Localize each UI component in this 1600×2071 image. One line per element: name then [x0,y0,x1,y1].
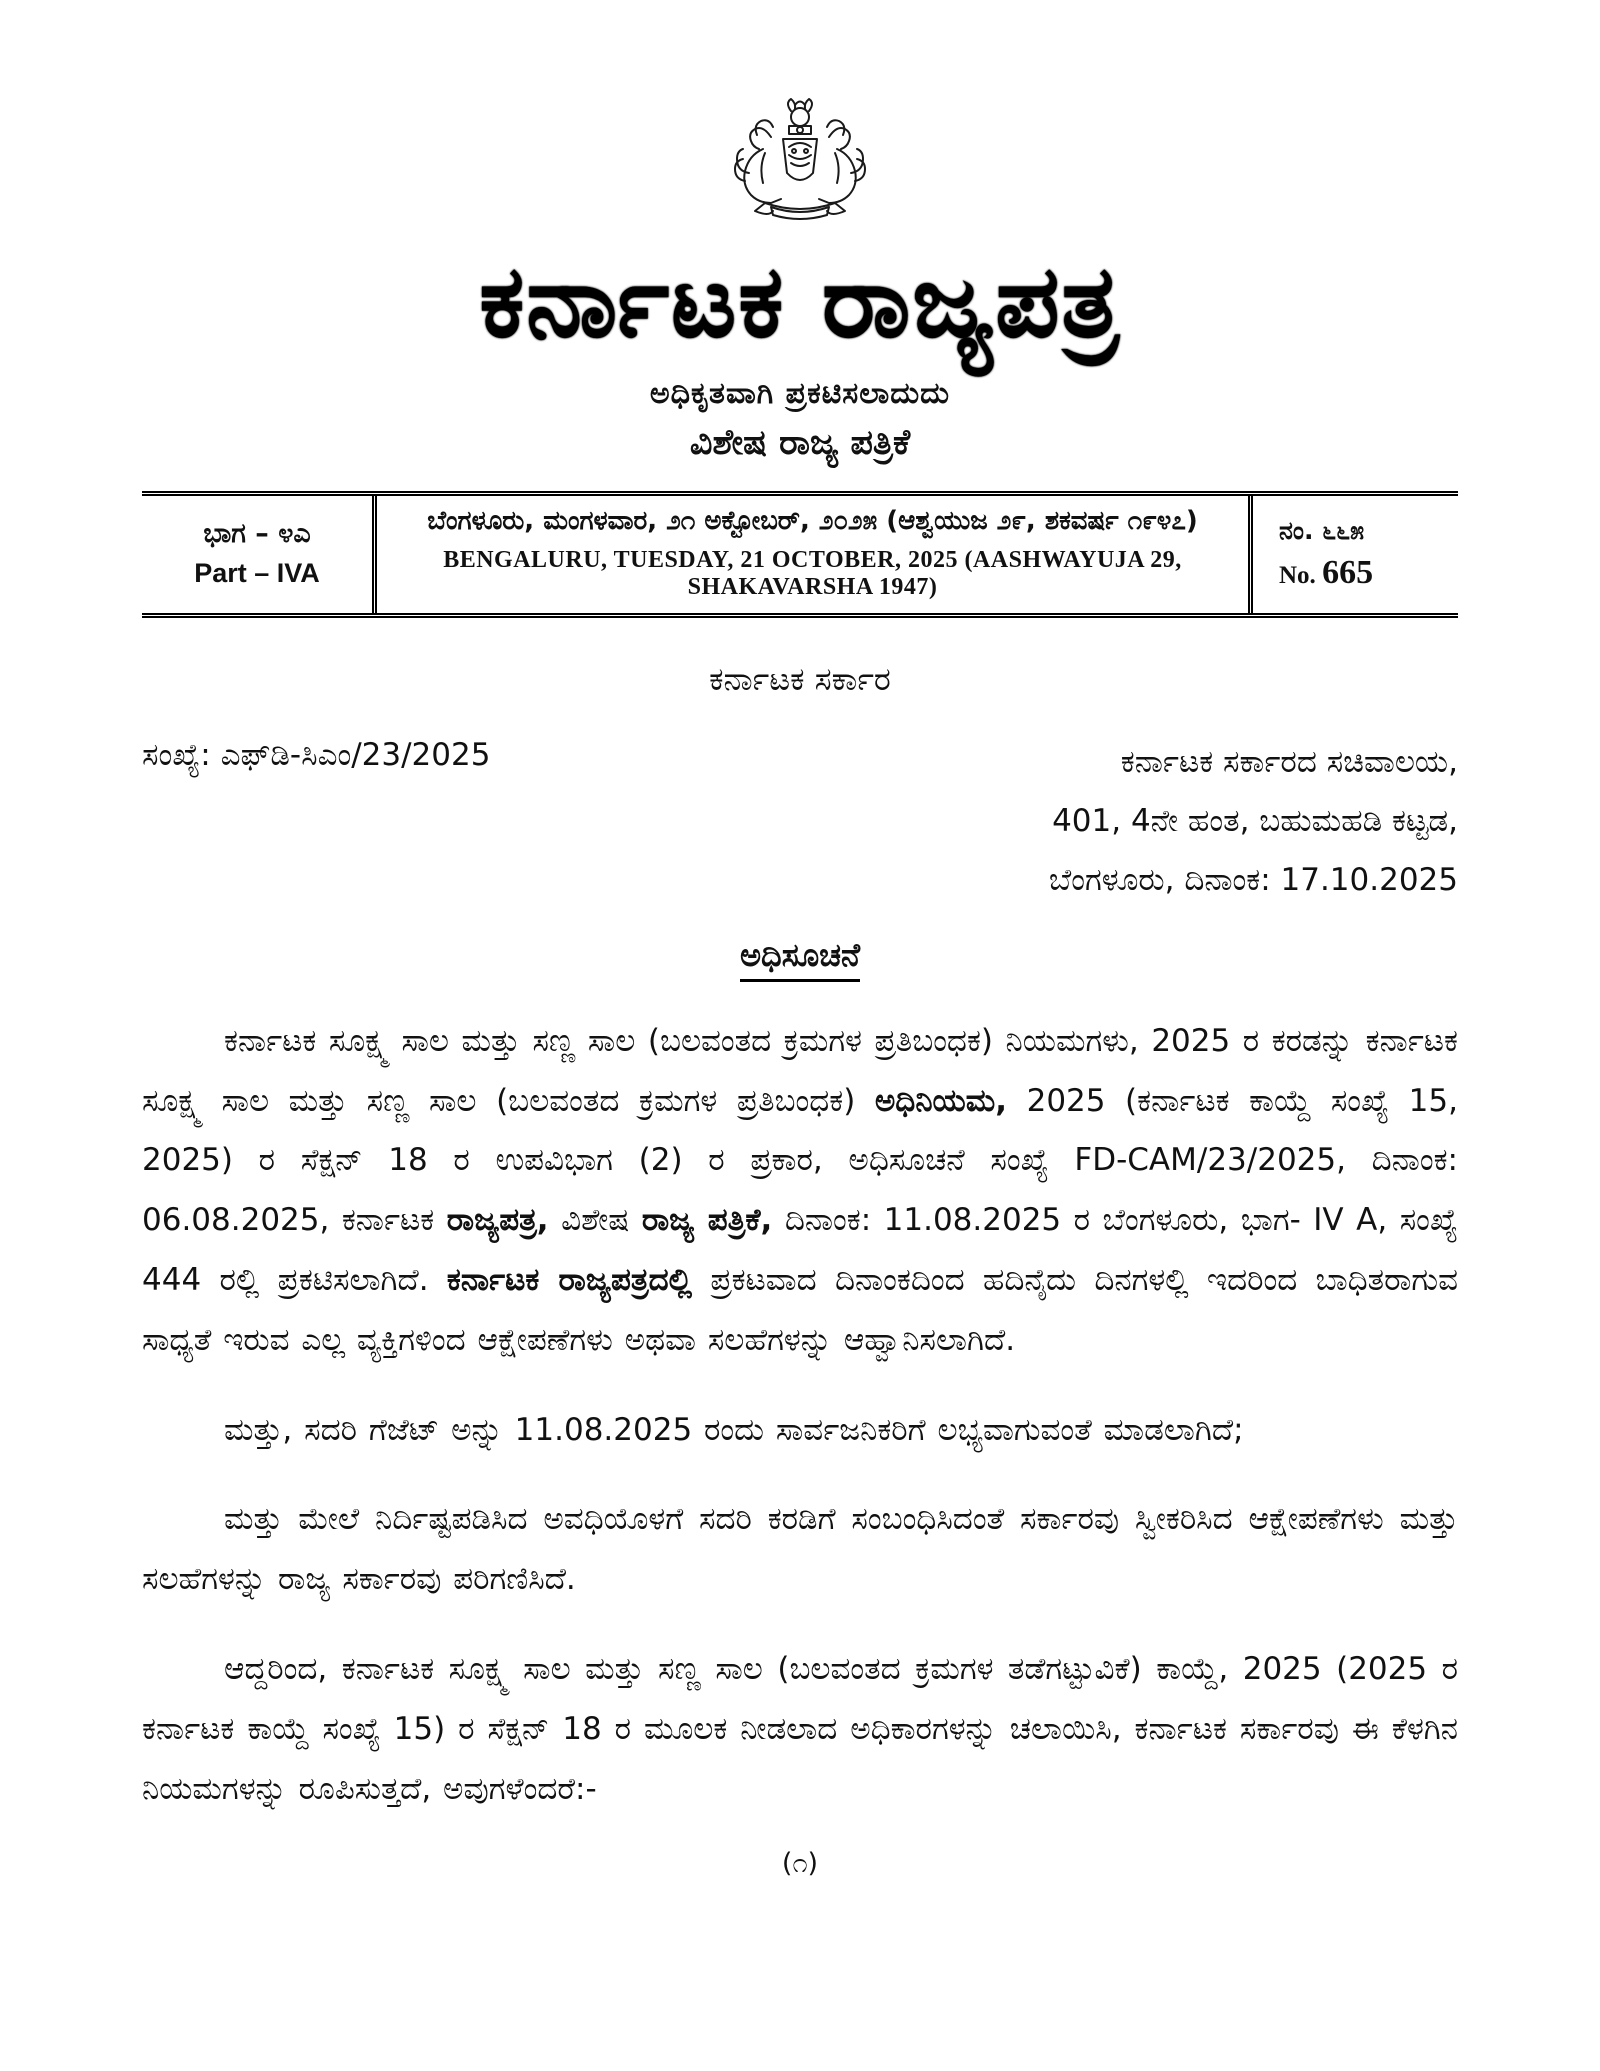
gazette-number-value: 665 [1322,553,1374,591]
address-line-3: ಬೆಂಗಳೂರು, ದಿನಾಂಕ: 17.10.2025 [1048,861,1458,898]
paragraph-segment: ಪ್ರಕಟವಾದ ದಿನಾಂಕದಿಂದ ಹದಿನೈದು ದಿನಗಳಲ್ಲಿ ಇದರಿಂದ ಬಾಧಿತರಾಗುವ ಸಾಧ್ಯತೆ ಇರುವ ಎಲ್ಲ ವ್ಯಕ್ತಿಗಳಿಂದ ಆಕ್ಷೇಪಣೆಗಳು ಅಥವಾ ಸಲಹೆಗಳನ್ನು ಆಹ್ವಾನಿಸಲಾಗಿದೆ. [142,1261,1458,1358]
info-cell-part [142,496,372,613]
paragraph-segment: 2025 (ಕರ್ನಾಟಕ ಕಾಯ್ದೆ ಸಂಖ್ಯೆ 15, 2025) ರ ಸೆಕ್ಷನ್ 18 ರ ಉಪವಿಭಾಗ (2) ರ ಪ್ರಕಾರ, ಅಧಿಸೂಚನೆ ಸಂಖ್ಯೆ FD-CAM/23/2025, ದಿನಾಂಕ: 06.08.2025, ಕರ್ನಾಟಕ [142,1082,1458,1239]
paragraph-segment: ಅಧಿನಿಯಮ, [874,1082,1008,1119]
gazette-number-kannada: ನಂ. ೬೬೫ [1279,515,1365,545]
part-label-kannada: ಭಾಗ – ೪ಎ [203,518,311,549]
date-line-english: BENGALURU, TUESDAY, 21 OCTOBER, 2025 (AASHWAYUJA 29, SHAKAVARSHA 1947) [443,547,1182,600]
notification-paragraph-4 [142,1640,1458,1819]
paragraph-segment: ಆದ್ದರಿಂದ, ಕರ್ನಾಟಕ ಸೂಕ್ಷ್ಮ ಸಾಲ ಮತ್ತು ಸಣ್ಣ ಸಾಲ (ಬಲವಂತದ ಕ್ರಮಗಳ ತಡೆಗಟ್ಟುವಿಕೆ) ಕಾಯ್ದೆ, 2025 (2025 ರ ಕರ್ನಾಟಕ ಕಾಯ್ದೆ ಸಂಖ್ಯೆ 15) ರ ಸೆಕ್ಷನ್ 18 ರ ಮೂಲಕ ನೀಡಲಾದ ಅಧಿಕಾರಗಳನ್ನು ಚಲಾಯಿಸಿ, ಕರ್ನಾಟಕ ಸರ್ಕಾರವು ಈ ಕೆಳಗಿನ ನಿಯಮಗಳನ್ನು ರೂಪಿಸುತ್ತದೆ, ಅವುಗಳೆಂದರೆ:- [142,1651,1458,1807]
reference-address-row [142,733,1458,910]
paragraph-segment: ಮತ್ತು ಮೇಲೆ ನಿರ್ದಿಷ್ಟಪಡಿಸಿದ ಅವಧಿಯೊಳಗೆ ಸದರಿ ಕರಡಿಗೆ ಸಂಬಂಧಿಸಿದಂತೆ ಸರ್ಕಾರವು ಸ್ವೀಕರಿಸಿದ ಆಕ್ಷೇಪಣೆಗಳು ಮತ್ತು ಸಲಹೆಗಳನ್ನು ರಾಜ್ಯ ಸರ್ಕಾರವು ಪರಿಗಣಿಸಿದೆ. [142,1501,1458,1598]
notification-paragraph-2 [142,1401,1458,1461]
government-heading: ಕರ್ನಾಟಕ ಸರ್ಕಾರ [709,660,891,698]
reference-number: ಸಂಖ್ಯೆ: ಎಫ್‌ಡಿ-ಸಿಎಂ/23/2025 [142,737,491,773]
paragraph-segment: ಕರ್ನಾಟಕ ರಾಜ್ಯಪತ್ರದಲ್ಲಿ [446,1261,693,1298]
notification-heading-wrap [142,936,1458,982]
paragraph-segment: ರಾಜ್ಯಪತ್ರ, [446,1202,549,1239]
notification-heading: ಅಧಿಸೂಚನೆ [740,936,860,982]
info-cell-date [372,496,1248,613]
karnataka-state-emblem-icon [142,95,1458,235]
notification-paragraph-1 [142,1012,1458,1371]
masthead [142,95,1458,463]
info-cell-number [1248,496,1458,613]
notification-paragraph-3 [142,1490,1458,1610]
gazette-info-bar [142,491,1458,618]
part-label-english: Part – IVA [194,558,320,588]
paragraph-segment: ವಿಶೇಷ [548,1202,642,1239]
address-line-2: 401, 4ನೇ ಹಂತ, ಬಹುಮಹಡಿ ಕಟ್ಟಡ, [1052,802,1458,839]
gazette-title: ಕರ್ನಾಟಕ ರಾಜ್ಯಪತ್ರ [479,243,1121,360]
paragraph-segment: ರಾಜ್ಯ ಪತ್ರಿಕೆ, [641,1202,773,1239]
gazette-number-label: No. [1279,561,1316,589]
masthead-subtitle-special: ವಿಶೇಷ ರಾಜ್ಯ ಪತ್ರಿಕೆ [689,423,911,463]
date-line-kannada: ಬೆಂಗಳೂರು, ಮಂಗಳವಾರ, ೨೧ ಅಕ್ಟೋಬರ್, ೨೦೨೫ (ಆಶ್ವಯುಜ ೨೯, ಶಕವರ್ಷ ೧೯೪೭) [427,506,1198,536]
gazette-number-english [1261,554,1450,592]
page-number-footer: (೧) [781,1848,819,1879]
paragraph-segment: ಮತ್ತು, ಸದರಿ ಗೆಜೆಟ್ ಅನ್ನು 11.08.2025 ರಂದು ಸಾರ್ವಜನಿಕರಿಗೆ ಲಭ್ಯವಾಗುವಂತೆ ಮಾಡಲಾಗಿದೆ; [224,1411,1244,1448]
paragraph-segment: ಕರ್ನಾಟಕ ಸೂಕ್ಷ್ಮ ಸಾಲ ಮತ್ತು ಸಣ್ಣ ಸಾಲ (ಬಲವಂತದ ಕ್ರಮಗಳ ಪ್ರತಿಬಂಧಕ) ನಿಯಮಗಳು, 2025 ರ ಕರಡನ್ನು ಕರ್ನಾಟಕ ಸೂಕ್ಷ್ಮ ಸಾಲ ಮತ್ತು ಸಣ್ಣ ಸಾಲ (ಬಲವಂತದ ಕ್ರಮಗಳ ಪ್ರತಿಬಂಧಕ) [142,1022,1458,1119]
paragraph-segment: ದಿನಾಂಕ: 11.08.2025 ರ ಬೆಂಗಳೂರು, ಭಾಗ- IV A, ಸಂಖ್ಯೆ 444 ರಲ್ಲಿ ಪ್ರಕಟಿಸಲಾಗಿದೆ. [142,1202,1458,1298]
address-line-1: ಕರ್ನಾಟಕ ಸರ್ಕಾರದ ಸಚಿವಾಲಯ, [1120,744,1458,780]
secretariat-address-block [1049,733,1458,910]
masthead-subtitle-official: ಅಧಿಕೃತವಾಗಿ ಪ್ರಕಟಿಸಲಾದುದು [649,376,951,411]
